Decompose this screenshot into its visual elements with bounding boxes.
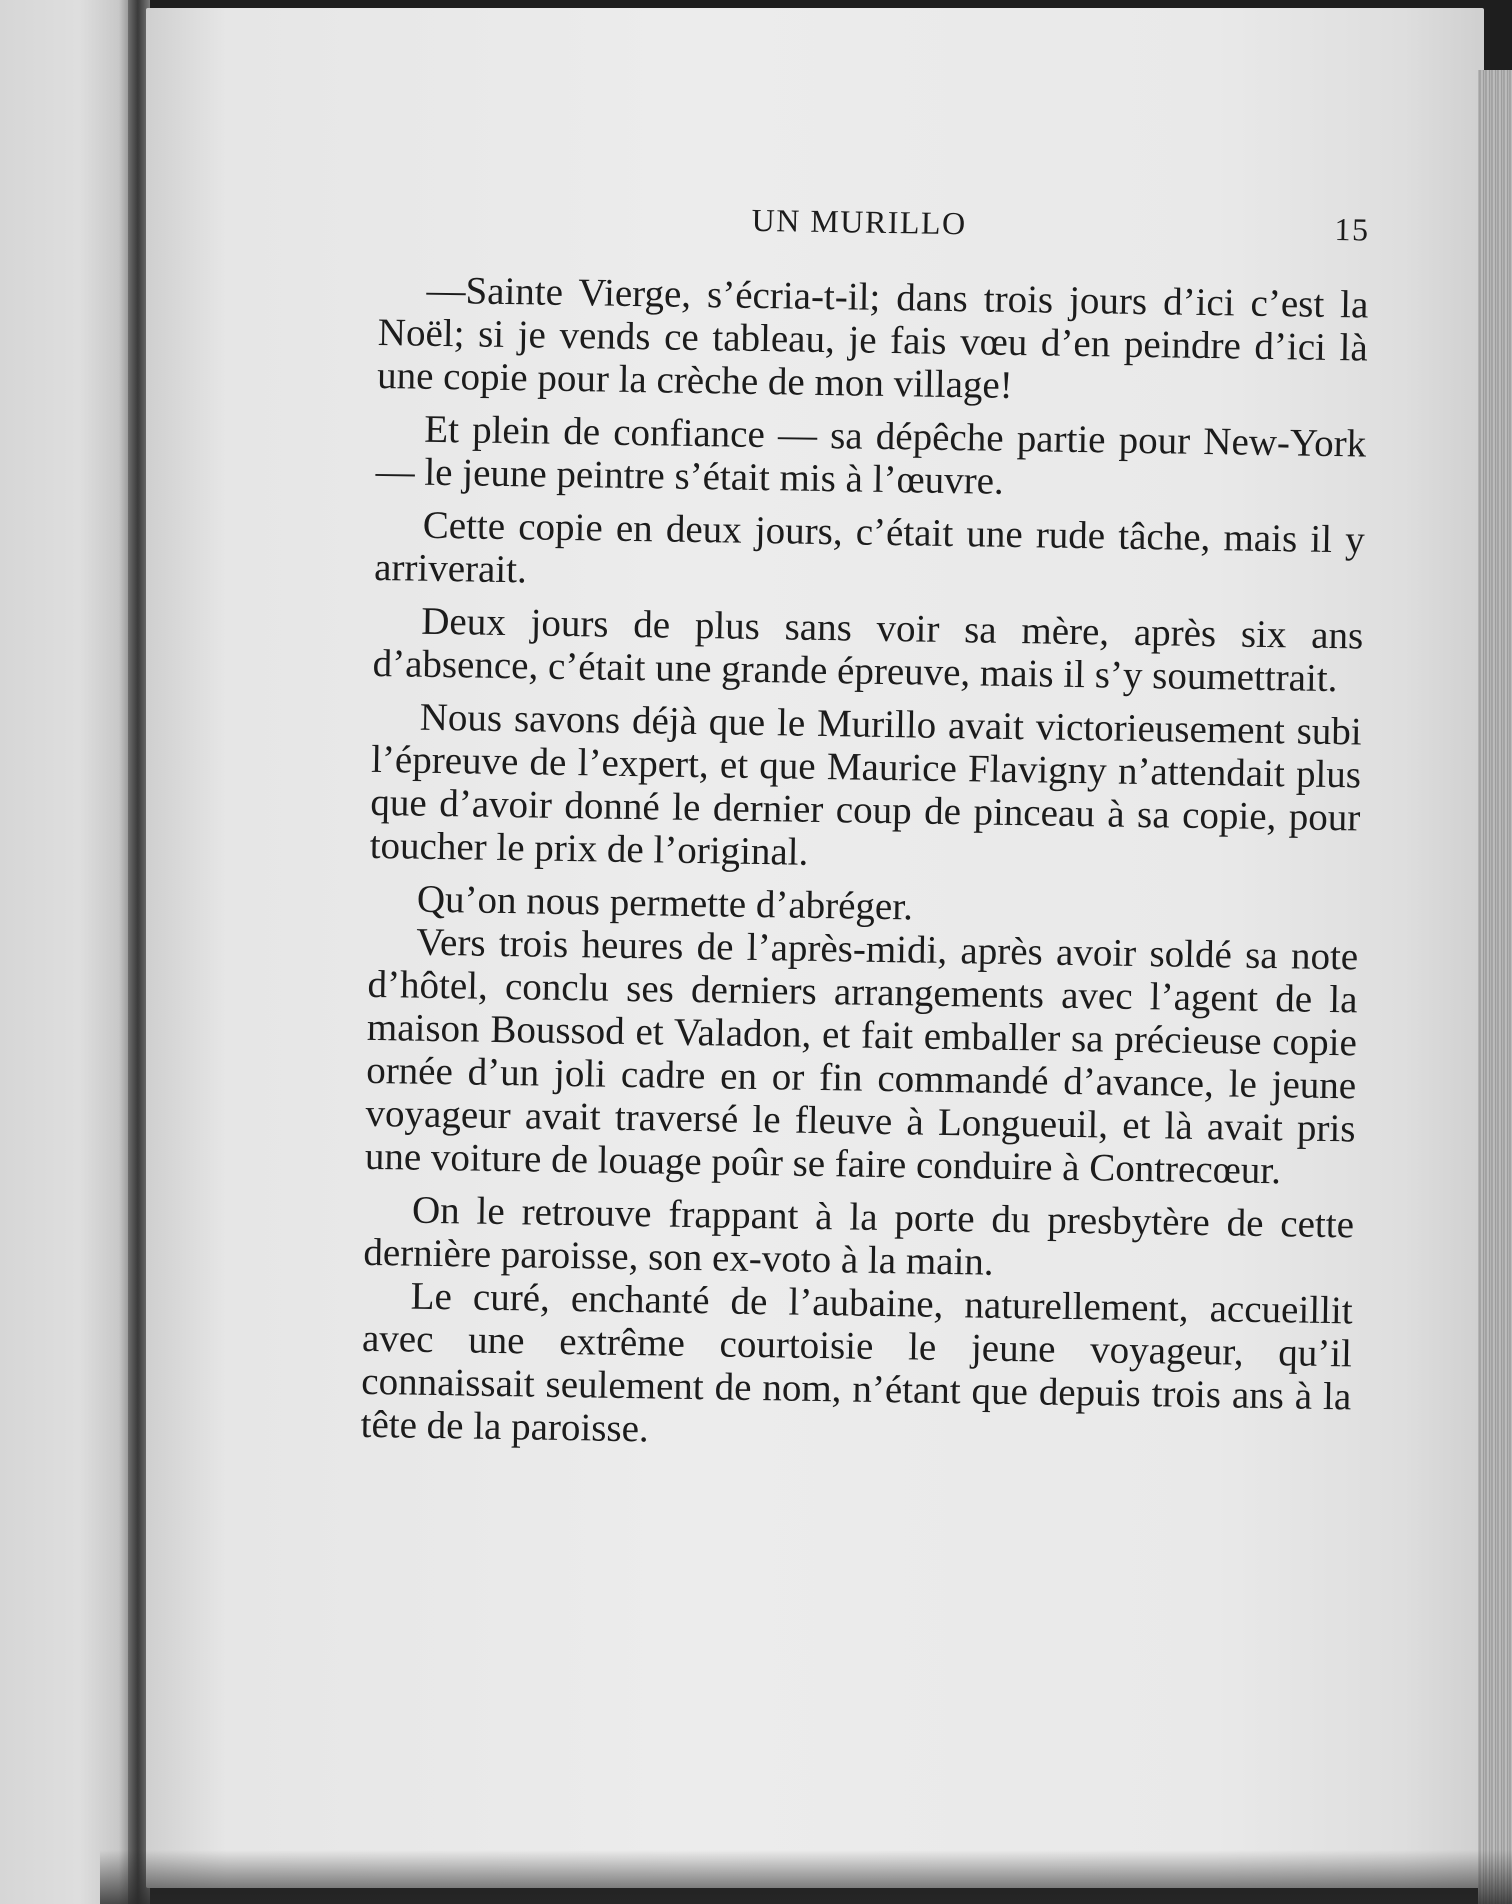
left-page-edge	[0, 0, 132, 1904]
paragraph: Qu’on nous permette d’abréger.	[416, 877, 914, 929]
paragraph: Vers trois heures de l’après-midi, après avoir soldé sa note d’hôtel, conclu ses derniers arrangements avec l’agent de la maison Boussod et Valadon, et fait emballer sa précieuse copie ornée d’un joli cadre en or fin commandé d’avance, le jeune voyageur avait traversé le fleuve à Longueuil, et là avait pris une voiture de louage poûr se faire conduire à Contrecœur.	[364, 920, 1359, 1193]
paragraph: Et plein de confiance — sa dépêche partie pour New-York — le jeune peintre s’était mis à l’œuvre.	[375, 407, 1367, 503]
bottom-shadow	[100, 1850, 1512, 1904]
page-number: 15	[1334, 211, 1370, 248]
page-block-edge	[1478, 70, 1512, 1904]
paragraph: Le curé, enchanté de l’aubaine, naturellement, accueillit avec une extrême courtoisie le jeune voyageur, qu’il connaissait seulement de nom, n’étant que depuis trois ans à la tête de la paroisse.	[360, 1274, 1353, 1451]
running-title: UN MURILLO	[751, 201, 967, 242]
paragraph: On le retrouve frappant à la porte du presbytère de cette dernière paroisse, son ex-voto à la main.	[363, 1188, 1355, 1284]
paragraph: Deux jours de plus sans voir sa mère, après six ans d’absence, c’était une grande épreuve, mais il s’y soumettrait.	[372, 599, 1364, 701]
paragraph: Cette copie en deux jours, c’était une rude tâche, mais il y arriverait.	[373, 503, 1366, 592]
page-text-block	[360, 196, 1370, 1471]
paragraph: —Sainte Vierge, s’écria-t-il; dans trois jours d’ici c’est la Noël; si je vends ce tableau, je fais vœu d’en peindre d’ici là une copie pour la crèche de mon village!	[376, 268, 1369, 407]
paragraph: Nous savons déjà que le Murillo avait victorieusement subi l’épreuve de l’expert, et que Maurice Flavigny n’attendait plus que d’avoir donné le dernier coup de pinceau à sa copie, pour toucher le prix de l’original.	[369, 695, 1363, 874]
